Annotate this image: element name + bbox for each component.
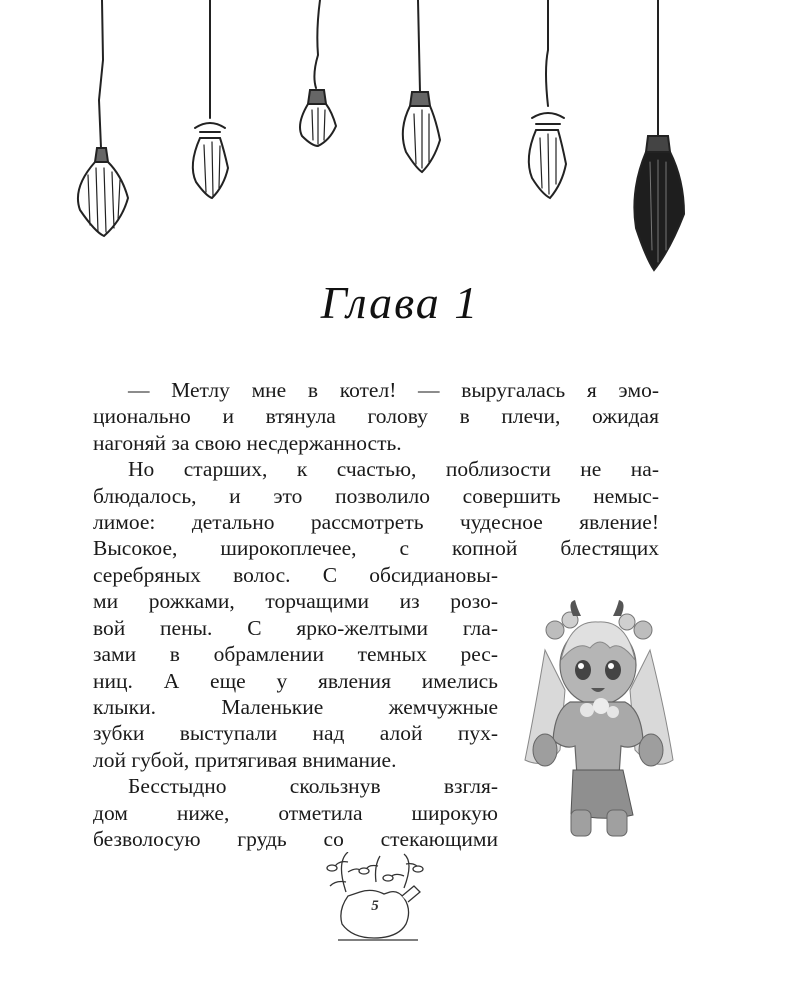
broom-icon bbox=[529, 0, 566, 198]
text-line: безволосую грудь со стекающими bbox=[93, 826, 498, 851]
broom-icon bbox=[403, 0, 440, 172]
text-line: зубки выступали над алой пух- bbox=[93, 721, 498, 746]
broom-icon bbox=[193, 0, 228, 198]
text-line: лимое: детально рассмотреть чудесное явление! bbox=[93, 509, 659, 534]
broom-icon bbox=[300, 0, 336, 146]
text-line: лой губой, притягивая внимание. bbox=[93, 747, 397, 772]
broom-icon bbox=[634, 0, 684, 270]
text-line: нагоняй за свою несдержанность. bbox=[93, 430, 402, 455]
text-line: вой пены. С ярко-желтыми гла- bbox=[93, 615, 498, 640]
text-line: клыки. Маленькие жемчужные bbox=[93, 694, 498, 719]
text-line: блюдалось, и это позволило совершить немыс- bbox=[93, 483, 659, 508]
text-line: ниц. А еще у явления имелись bbox=[93, 668, 498, 693]
text-line: зами в обрамлении темных рес- bbox=[93, 642, 498, 667]
chapter-title: Глава 1 bbox=[320, 277, 480, 328]
text-line: ционально и втянула голову в плечи, ожидая bbox=[93, 404, 659, 429]
page-number: 5 bbox=[371, 898, 379, 914]
text-line: — Метлу мне в котел! — выругалась я эмо- bbox=[128, 378, 659, 402]
text-line: серебряных волос. С обсидиановы- bbox=[93, 563, 498, 587]
text-line: ми рожками, торчащими из розо- bbox=[93, 589, 498, 614]
body-text-wide bbox=[93, 377, 659, 562]
text-line: Бесстыдно скользнув взгля- bbox=[128, 774, 498, 799]
creature-illustration bbox=[515, 600, 680, 845]
text-line: Высокое, широкоплечее, с копной блестящих bbox=[93, 536, 659, 561]
broom-icon bbox=[78, 0, 128, 236]
body-text-narrow bbox=[93, 562, 498, 852]
hanging-brooms-illustration bbox=[0, 0, 800, 280]
text-line: дом ниже, отметила широкую bbox=[93, 800, 498, 825]
text-line: Но старших, к счастью, поблизости не на- bbox=[128, 457, 659, 482]
